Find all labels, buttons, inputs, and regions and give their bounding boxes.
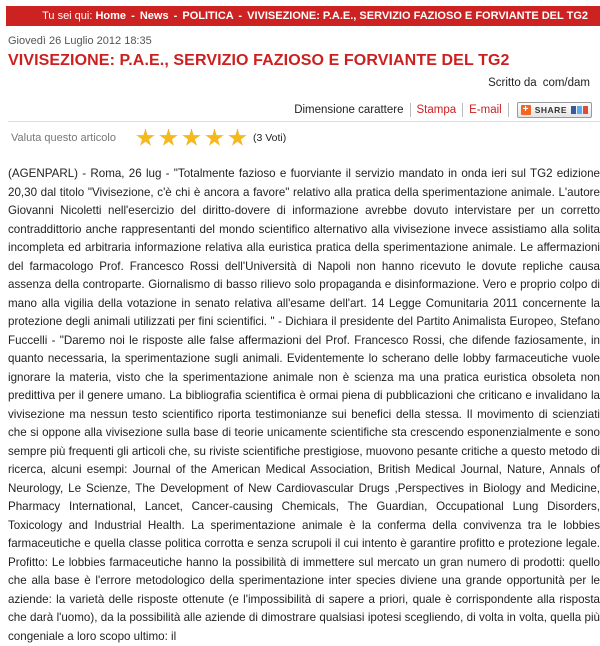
rating-stars [136,129,247,148]
author-name: com/dam [542,77,590,89]
share-label: SHARE [534,105,567,115]
header-divider [8,121,600,122]
article-body: (AGENPARL) - Roma, 26 lug - "Totalmente fazioso e fuorviante il servizio mandato in onda ieri sul TG2 edizione 20,30 dal titolo "Vivisezione, c'è chi è ancora a favore" relativo alla pratica della sperimentazione animale. L'autore Giovanni Nicoletti nell'esercizio del diritto-dovere di informazione avrebbe dovuto intervistare per un corretto contraddittorio anche rappresentanti del mondo scientifico alternativo alla vivisezione invece assistiamo alla solita incompleta ed arbitraria informazione relativa alla euristica pratica della sperimentazione animale. Le affermazioni del farmacologo Prof. Francesco Rossi dell'Università di Napoli non hanno ricevuto le dovute repliche causa assenza della controparte. Giornalismo di basso rilievo solo propaganda e disinformazione. Vero e proprio colpo di mano alla vigilia della votazione in senato relativa all'esame dell'art. 14 Legge Comunitaria 2011 concernente la protezione degli animali utilizzati per fini scientifici. " - Dichiara il presidente del Partito Animalista Europeo, Stefano Fuccelli - "Daremo noi le risposte alle false affermazioni del Prof. Francesco Rossi, che difende faziosamente, in quanto necessaria, la sperimentazione sugli animali. Evidentemente lo scherano delle lobby farmaceutiche vuole ignorare la materia, visto che la sperimentazione animale non è scienza ma una pratica euristica obsoleta non predittiva per il genere umano. La bibliografia scientifica è ormai piena di pubblicazioni che criticano e invalidano la vivisezione ma nessun testo scientifico riporta testimonianze sui benefici della stessa. Il movimento di scienziati che si oppone alla vivisezione sulla base di teorie unicamente scientifiche sta crescendo esponenzialmente e sono sempre più frequenti gli articoli che, su riviste scientifiche prestigiose, muovono pesante critiche a questo metodo di ricerca, alcuni esempi: Journal of the American Medical Association, British Medical Journal, Nature, Annals of Neurology, Le Scienze, The Development of New Cardiovascular Drugs ,Perspectives in Biology and Medicine, Pharmacy International, Lancet, Cancer-causing Chemicals, The Guardian, Occupational Lung Disorders, Toxicology and Industrial Health. La sperimentazione animale è la conferma della convivenza tra le lobbies farmaceutiche e quella classe politica corrotta e senza scrupoli il cui intento è garantire profitto e protezione legale. Profitto: Le lobbies farmaceutiche hanno la possibilità di immettere sul mercato un gran numero di prodotti: quello che alla base è l'errore metodologico della sperimentazione inter species diviene una grande opportunità per le aziende: la varietà delle risposte ottenute (e l'impossibilità di sapere a priori, quale è corrispondente alla risposta che darà l'uomo), da la possibilità alle aziende di dimostrare qualsiasi ipotesi scegliendo, di volta in volta, quella più congeniale a loro scopo ultimo: il [8,167,600,643]
rating-widget [11,125,286,151]
star-icon[interactable] [228,129,247,148]
toolbar-divider [462,103,463,117]
article-date: Giovedì 26 Luglio 2012 18:35 [8,35,152,47]
toolbar-divider [508,103,509,117]
breadcrumb-lead: Tu sei qui: [42,10,93,22]
author-prefix: Scritto da [488,77,537,89]
font-size-control[interactable]: Dimensione carattere [294,104,404,116]
social-icons [571,106,588,114]
breadcrumb-item-home[interactable]: Home [95,10,127,22]
breadcrumb-item-news[interactable]: News [139,10,169,22]
article-title: VIVISEZIONE: P.A.E., SERVIZIO FAZIOSO E FORVIANTE DEL TG2 [8,52,510,69]
email-link[interactable]: E-mail [469,104,502,116]
star-icon[interactable] [136,129,155,148]
print-link[interactable]: Stampa [416,104,457,116]
share-button[interactable] [517,102,592,118]
article-toolbar [294,101,592,119]
breadcrumb-separator: - [238,10,243,22]
star-icon[interactable] [159,129,178,148]
article-author [488,77,590,89]
plus-icon: + [522,104,529,115]
rating-votes: (3 Voti) [252,132,287,144]
breadcrumb-item-politica[interactable]: POLITICA [182,10,234,22]
star-icon[interactable] [205,129,224,148]
toolbar-divider [410,103,411,117]
rating-label: Valuta questo articolo [11,132,116,144]
star-icon[interactable] [182,129,201,148]
breadcrumb-separator: - [131,10,135,22]
breadcrumb [6,6,600,26]
breadcrumb-separator: - [173,10,178,22]
breadcrumb-item-current: VIVISEZIONE: P.A.E., SERVIZIO FAZIOSO E FORVIANTE DEL TG2 [247,10,588,22]
